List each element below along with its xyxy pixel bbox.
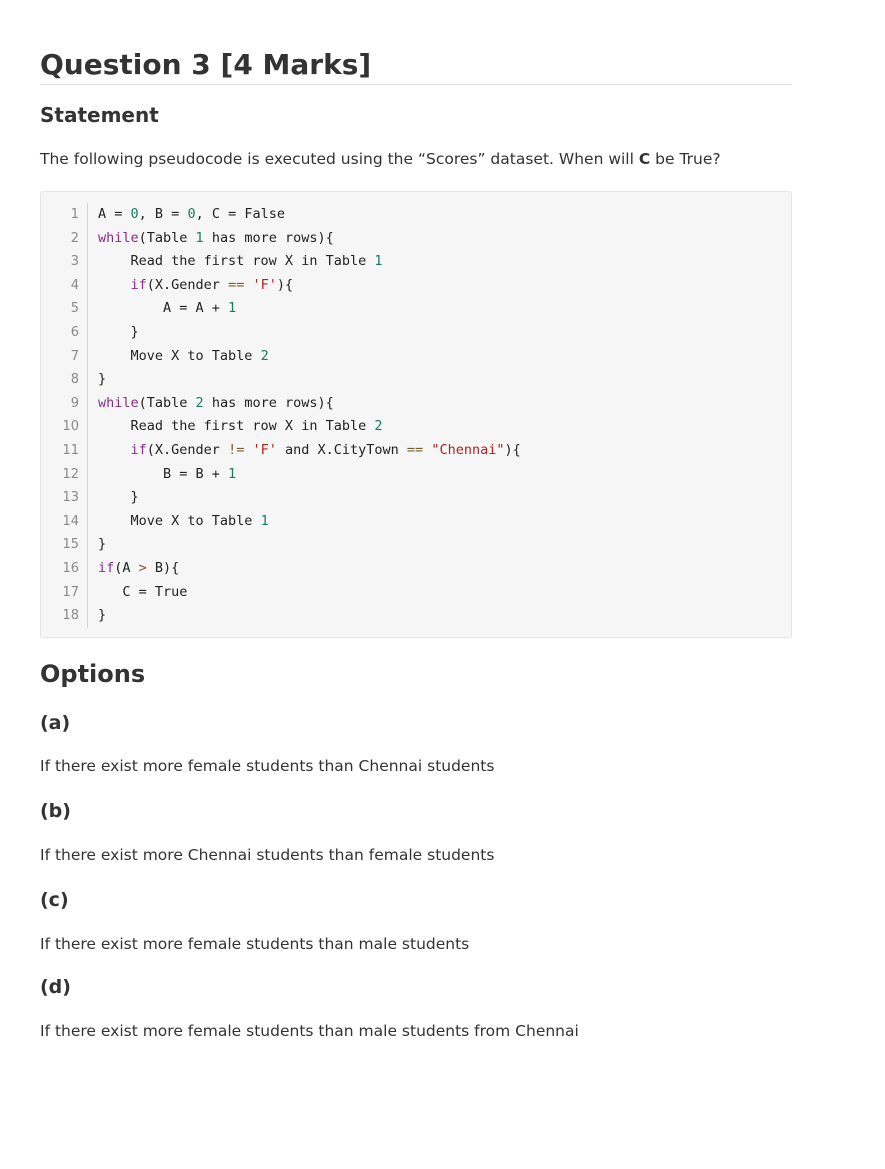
line-number: 4 xyxy=(70,277,79,293)
code-token: != xyxy=(228,441,245,458)
line-number: 5 xyxy=(70,301,79,317)
line-number: 14 xyxy=(62,513,79,529)
statement-text xyxy=(40,148,721,170)
option-b-label: (b) xyxy=(40,800,71,822)
code-line xyxy=(98,250,521,274)
line-number: 7 xyxy=(70,348,79,364)
code-token: Move X to Table xyxy=(98,512,261,529)
code-token: A = A + xyxy=(98,300,229,317)
code-line xyxy=(98,486,521,510)
code-token: > xyxy=(138,559,147,576)
code-line xyxy=(98,392,521,416)
code-line xyxy=(98,227,521,251)
question-title: Question 3 [4 Marks] xyxy=(40,48,372,81)
code-line xyxy=(98,510,521,534)
code-line xyxy=(98,439,521,463)
code-line xyxy=(98,203,521,227)
code-token: } xyxy=(98,536,107,553)
pseudocode-block xyxy=(40,191,792,638)
code-token: (Table xyxy=(138,229,196,246)
code-line xyxy=(98,581,521,605)
code-token: "Chennai" xyxy=(431,441,505,458)
line-number: 11 xyxy=(62,442,79,458)
statement-text-after: be True? xyxy=(650,150,721,168)
code-line xyxy=(98,533,521,557)
code-token: 2 xyxy=(195,394,204,411)
line-number: 10 xyxy=(62,419,79,435)
statement-text-before: The following pseudocode is executed using the “Scores” dataset. When will xyxy=(40,150,639,168)
line-number: 12 xyxy=(62,466,79,482)
code-token: 2 xyxy=(374,418,383,435)
option-c-label: (c) xyxy=(40,889,69,911)
code-token: ){ xyxy=(276,276,294,293)
code-token: , C = False xyxy=(195,206,285,222)
code-token xyxy=(98,442,131,458)
code-token: 0 xyxy=(130,206,139,222)
code-token: while xyxy=(98,394,139,411)
statement-text-bold: C xyxy=(638,150,651,168)
line-number: 6 xyxy=(70,324,79,340)
code-token: A = xyxy=(98,206,131,222)
code-token: 0 xyxy=(187,206,196,222)
code-token: 1 xyxy=(228,300,237,317)
code-token: , B = xyxy=(138,206,188,222)
statement-heading: Statement xyxy=(40,103,159,127)
line-number-gutter xyxy=(41,203,88,628)
code-token: 'F' xyxy=(252,441,277,458)
line-number: 16 xyxy=(62,560,79,576)
title-divider xyxy=(40,84,792,85)
code-token: (A xyxy=(114,559,139,576)
code-token: has more rows){ xyxy=(203,394,334,411)
code-token: (X.Gender xyxy=(146,441,229,458)
code-token: } xyxy=(98,607,107,624)
code-token: (X.Gender xyxy=(146,276,229,293)
code-line xyxy=(98,321,521,345)
code-token: and X.CityTown xyxy=(276,441,407,458)
code-token: if xyxy=(130,441,147,458)
code-token xyxy=(98,277,131,293)
option-a-label: (a) xyxy=(40,712,71,734)
code-token: if xyxy=(130,276,147,293)
line-number: 15 xyxy=(62,537,79,553)
code-line xyxy=(98,274,521,298)
code-line xyxy=(98,368,521,392)
code-token: 1 xyxy=(195,229,204,246)
code-token: if xyxy=(98,559,115,576)
code-token: B = B + xyxy=(98,465,229,482)
code-token: == xyxy=(228,276,245,293)
options-heading: Options xyxy=(40,660,146,688)
code-line xyxy=(98,557,521,581)
code-line xyxy=(98,345,521,369)
code-line xyxy=(98,463,521,487)
code-token: Move X to Table xyxy=(98,347,261,364)
code-line xyxy=(98,297,521,321)
code-token: 1 xyxy=(260,512,269,529)
line-number: 2 xyxy=(70,230,79,246)
code-token: while xyxy=(98,229,139,246)
code-token: B){ xyxy=(146,559,180,576)
line-number: 9 xyxy=(70,395,79,411)
code-token: } xyxy=(98,371,107,388)
option-c-text: If there exist more female students than male students xyxy=(40,935,470,953)
code-token: Read the first row X in Table xyxy=(98,418,375,435)
code-token: Read the first row X in Table xyxy=(98,253,375,270)
code-token: C = True xyxy=(98,583,188,600)
code-line xyxy=(98,604,521,628)
code-token: } xyxy=(98,323,139,340)
option-d-label: (d) xyxy=(40,976,71,998)
line-number: 1 xyxy=(70,207,79,222)
code-token: == xyxy=(406,441,424,458)
line-number: 18 xyxy=(62,608,79,624)
line-number: 8 xyxy=(70,372,79,388)
option-a-text: If there exist more female students than Chennai students xyxy=(40,757,495,775)
line-number: 13 xyxy=(62,490,79,506)
option-d-text: If there exist more female students than male students from Chennai xyxy=(40,1022,579,1040)
line-number: 3 xyxy=(70,254,79,270)
code-token: (Table xyxy=(138,394,196,411)
code-token: ){ xyxy=(504,441,521,458)
code-token: 1 xyxy=(374,253,383,270)
code-token: 1 xyxy=(228,465,237,482)
code-token: has more rows){ xyxy=(203,229,334,246)
code-line xyxy=(98,415,521,439)
code-token: 'F' xyxy=(252,276,277,293)
pseudocode-lines xyxy=(98,203,521,628)
option-b-text: If there exist more Chennai students than female students xyxy=(40,846,495,864)
code-token: } xyxy=(98,489,139,506)
code-token: 2 xyxy=(260,347,269,364)
line-number: 17 xyxy=(62,584,79,600)
